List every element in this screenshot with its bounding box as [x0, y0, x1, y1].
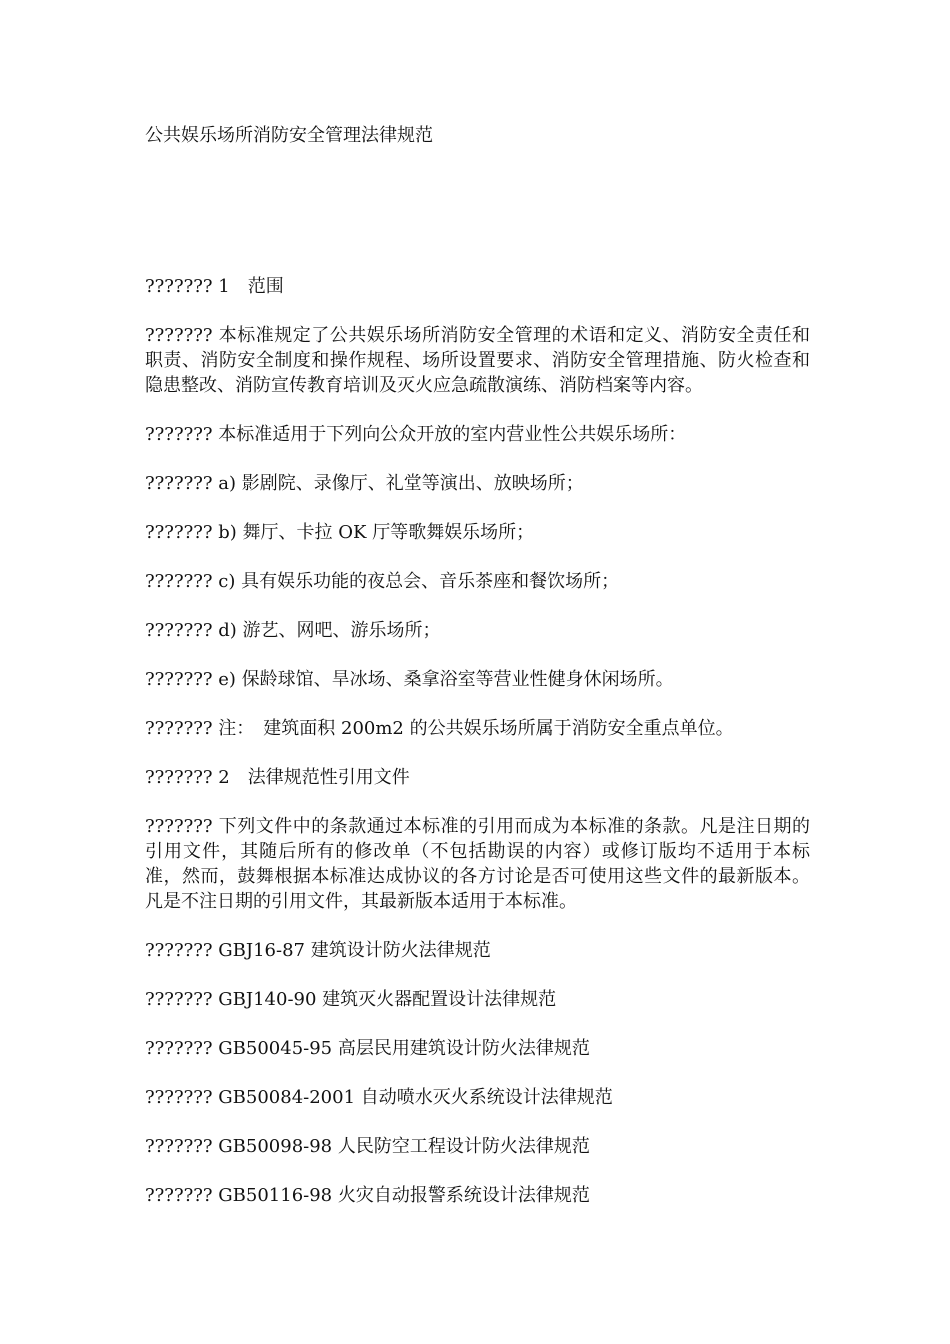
reference-item: ??????? GB50116-98 火灾自动报警系统设计法律规范: [145, 1185, 590, 1206]
normative-references-paragraph: ??????? 下列文件中的条款通过本标准的引用而成为本标准的条款。凡是注日期的引用文件，其随后所有的修改单（不包括勘误的内容）或修订版均不适用于本标准，然而，鼓舞根据本标准达成协议的各方讨论是否可使用这些文件的最新版本。凡是不注日期的引用文件，其最新版本适用于本标准。: [145, 816, 810, 912]
reference-item: ??????? GBJ16-87 建筑设计防火法律规范: [145, 940, 491, 961]
section-heading-scope: ??????? 1 范围: [145, 276, 284, 297]
reference-item: ??????? GB50084-2001 自动喷水灭火系统设计法律规范: [145, 1087, 613, 1108]
section-heading-normative-references: ??????? 2 法律规范性引用文件: [145, 767, 410, 788]
reference-item: ??????? GB50098-98 人民防空工程设计防火法律规范: [145, 1136, 590, 1157]
document-body: [145, 274, 810, 1232]
scope-description-paragraph: ??????? 本标准规定了公共娱乐场所消防安全管理的术语和定义、消防安全责任和职责、消防安全制度和操作规程、场所设置要求、消防安全管理措施、防火检查和隐患整改、消防宣传教育培训及灭火应急疏散演练、消防档案等内容。: [145, 325, 810, 396]
list-item-c: ??????? c) 具有娱乐功能的夜总会、音乐茶座和餐饮场所；: [145, 571, 620, 592]
document-title: 公共娱乐场所消防安全管理法律规范: [145, 125, 433, 146]
list-item-d: ??????? d) 游艺、网吧、游乐场所；: [145, 620, 441, 641]
note-paragraph: ??????? 注： 建筑面积 200m2 的公共娱乐场所属于消防安全重点单位。: [145, 718, 734, 739]
list-item-a: ??????? a) 影剧院、录像厅、礼堂等演出、放映场所；: [145, 473, 584, 494]
list-item-e: ??????? e) 保龄球馆、旱冰场、桑拿浴室等营业性健身休闲场所。: [145, 669, 674, 690]
list-item-b: ??????? b) 舞厅、卡拉 OK 厅等歌舞娱乐场所；: [145, 522, 535, 543]
reference-item: ??????? GB50045-95 高层民用建筑设计防火法律规范: [145, 1038, 590, 1059]
reference-item: ??????? GBJ140-90 建筑灭火器配置设计法律规范: [145, 989, 557, 1010]
applicability-paragraph: ??????? 本标准适用于下列向公众开放的室内营业性公共娱乐场所：: [145, 424, 687, 445]
